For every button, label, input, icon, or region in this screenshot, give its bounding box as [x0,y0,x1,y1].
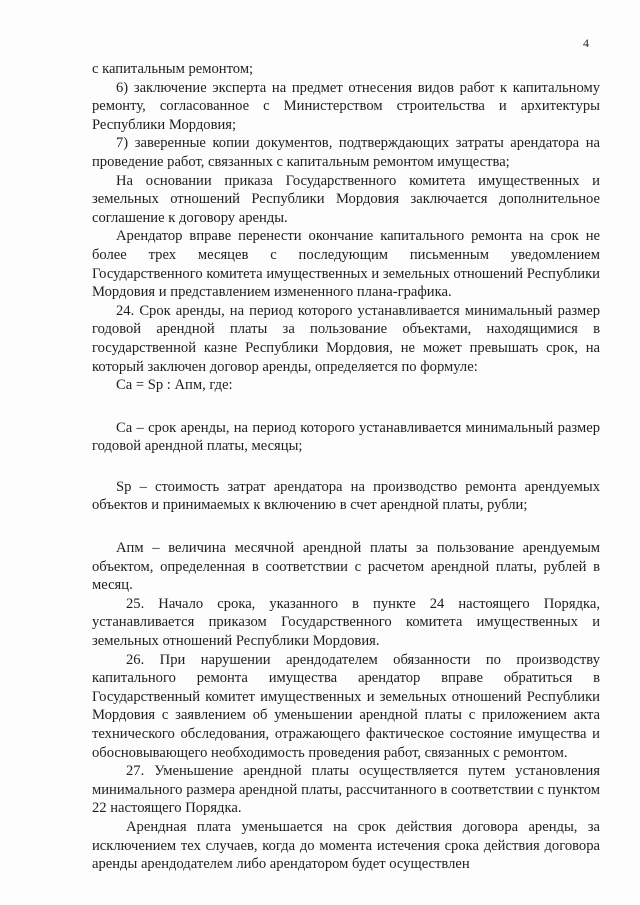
clause-25: 25. Начало срока, указанного в пункте 24 настоящего Порядка, устанавливается приказом Государственного комитета имущественных и земельных отношений Республики Мордовия. [92,595,600,650]
clause-27: 27. Уменьшение арендной платы осуществляется путем установления минимального размера арендной платы, рассчитанного в соответствии с пунктом 22 настоящего Порядка. [92,763,600,817]
paragraph-continuation: с капитальным ремонтом; [92,61,254,77]
paragraph-rent-reduction: Арендная плата уменьшается на срок действия договора аренды, за исключением тех случаев, когда до момента истечения срока действия договора аренды арендодателем либо арендатором будет осуществлен [92,818,600,873]
formula: Са = Sр : Апм, где: [116,377,233,394]
clause-26: 26. При нарушении арендодателем обязанности по производству капитального ремонта имущества арендатор вправе обратиться в Государственный комитет имущественных и земельных отношений Республики Мордовия с заявлением об уменьшении арендной платы с приложением акта технического обследования, отражающего фактическое состояние имущества и обосновывающего необходимость проведения работ, связанных с ремонтом. [92,651,600,761]
list-item-6: 6) заключение эксперта на предмет отнесения видов работ к капитальному ремонту, согласованное с Министерством строительства и архитектуры Республики Мордовия; [92,79,600,133]
document-body [92,60,600,874]
list-item-7: 7) заверенные копии документов, подтверждающих затраты арендатора на проведение работ, связанных с капитальным ремонтом имущества; [92,135,600,170]
paragraph-repair-postponement: Арендатор вправе перенести окончание капитального ремонта на срок не более трех месяцев с последующим письменным уведомлением Государственного комитета имущественных и земельных отношений Республики Мордовия и представлением измененного плана-графика. [92,228,600,301]
clause-24: 24. Срок аренды, на период которого устанавливается минимальный размер годовой арендной платы за пользование объектами, находящимися в государственной казне Республики Мордовия, не может превышать срок, на который заключен договор аренды, определяется по формуле: [92,302,600,375]
formula-definition-apm: Апм – величина месячной арендной платы за пользование арендуемым объектом, определенная в соответствии с расчетом арендной платы, рублей в месяц. [92,540,600,594]
paragraph-supplementary-agreement: На основании приказа Государственного комитета имущественных и земельных отношений Республики Мордовия заключается дополнительное соглашение к договору аренды. [92,172,600,226]
formula-definition-ca: Са – срок аренды, на период которого устанавливается минимальный размер годовой арендной платы, месяцы; [92,419,600,455]
page-number: 4 [583,36,589,50]
formula-definition-sp: Sр – стоимость затрат арендатора на производство ремонта арендуемых объектов и принимаемых к включению в счет арендной платы, рубли; [92,478,600,514]
